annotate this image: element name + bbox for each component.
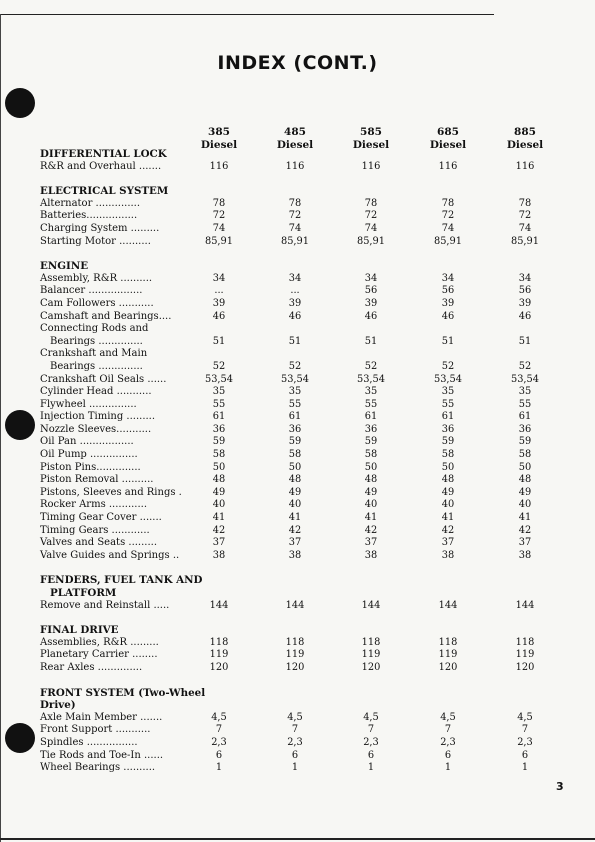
row-label: Valves and Seats .........: [40, 537, 157, 549]
row-label: Flywheel ...............: [40, 398, 137, 410]
page-ref-cell: 118: [285, 636, 305, 648]
index-row: [0, 361, 595, 374]
page-ref-cell: 59: [288, 436, 302, 448]
row-label: Bearings ..............: [50, 335, 143, 347]
page-ref-cell: 118: [361, 636, 381, 648]
row-label: Spindles ................: [40, 736, 138, 748]
page-ref-cell: 78: [518, 197, 532, 209]
index-row: [0, 411, 595, 424]
column-model: 385: [208, 126, 230, 138]
page-ref-cell: 119: [515, 649, 535, 661]
page-ref-cell: 52: [288, 360, 302, 372]
page-ref-cell: 78: [212, 197, 226, 209]
top-rule: [0, 14, 494, 15]
row-label: Pistons, Sleeves and Rings .: [40, 486, 182, 498]
page-ref-cell: 6: [367, 749, 375, 761]
page-ref-cell: 49: [288, 486, 302, 498]
page-ref-cell: 37: [288, 537, 302, 549]
index-row: [0, 285, 595, 298]
page-ref-cell: 42: [364, 524, 378, 536]
index-row: [0, 724, 595, 737]
page-ref-cell: 40: [441, 499, 455, 511]
row-label: Batteries................: [40, 210, 138, 222]
page-ref-cell: 74: [212, 222, 226, 234]
page-ref-cell: 1: [521, 762, 529, 774]
page-ref-cell: 51: [288, 335, 302, 347]
page-ref-cell: 2,3: [517, 736, 533, 748]
index-row: [0, 223, 595, 236]
page-ref-cell: 72: [518, 210, 532, 222]
page-ref-cell: 49: [364, 486, 378, 498]
page-ref-cell: 58: [288, 449, 302, 461]
page-ref-cell: 37: [364, 537, 378, 549]
page-ref-cell: 119: [209, 649, 229, 661]
row-label: Alternator ..............: [40, 197, 141, 209]
index-row: [0, 550, 595, 563]
page-ref-cell: 59: [364, 436, 378, 448]
page-ref-cell: 40: [364, 499, 378, 511]
page-ref-cell: ...: [214, 285, 224, 297]
page-ref-cell: 6: [291, 749, 299, 761]
page-ref-cell: 4,5: [517, 711, 533, 723]
page-ref-cell: 61: [288, 411, 302, 423]
page-ref-cell: 7: [215, 724, 223, 736]
page-ref-cell: 41: [518, 512, 532, 524]
page-ref-cell: 39: [364, 297, 378, 309]
page-ref-cell: 51: [441, 335, 455, 347]
page-ref-cell: 34: [212, 272, 226, 284]
section-heading: [0, 587, 595, 600]
page-ref-cell: 116: [361, 160, 381, 172]
page-ref-cell: 48: [518, 474, 532, 486]
spacer: [0, 562, 595, 574]
spacer: [0, 173, 595, 185]
page-ref-cell: 50: [441, 461, 455, 473]
index-row: [0, 336, 595, 349]
row-label: Piston Pins..............: [40, 461, 141, 473]
row-label: Rocker Arms ............: [40, 499, 148, 511]
index-row: [0, 474, 595, 487]
page-ref-cell: 119: [285, 649, 305, 661]
page-ref-cell: 1: [291, 762, 299, 774]
row-label: Starting Motor ..........: [40, 235, 151, 247]
index-row: [0, 298, 595, 311]
page-ref-cell: 85,91: [204, 235, 234, 247]
page-ref-cell: 1: [215, 762, 223, 774]
index-row: [0, 311, 595, 324]
page-ref-cell: 59: [212, 436, 226, 448]
page-ref-cell: 4,5: [211, 711, 227, 723]
page-ref-cell: 46: [441, 310, 455, 322]
spacer: [0, 612, 595, 624]
page-ref-cell: 35: [518, 386, 532, 398]
page-ref-cell: 58: [364, 449, 378, 461]
page-ref-cell: 38: [441, 549, 455, 561]
page-ref-cell: 72: [288, 210, 302, 222]
page-ref-cell: 35: [364, 386, 378, 398]
section-label: Drive): [40, 699, 76, 712]
index-row: [0, 600, 595, 613]
page-ref-cell: 34: [364, 272, 378, 284]
row-label: Cam Followers ...........: [40, 297, 154, 309]
page-ref-cell: 7: [521, 724, 529, 736]
bottom-rule: [0, 838, 595, 840]
page-ref-cell: 55: [212, 398, 226, 410]
page-ref-cell: 61: [212, 411, 226, 423]
page-ref-cell: 39: [518, 297, 532, 309]
page-ref-cell: 144: [515, 599, 535, 611]
row-label: Crankshaft Oil Seals ......: [40, 373, 167, 385]
page-ref-cell: 35: [212, 386, 226, 398]
row-label: Oil Pump ...............: [40, 449, 138, 461]
page-ref-cell: 4,5: [287, 711, 303, 723]
row-label: Assembly, R&R ..........: [40, 272, 153, 284]
row-label: Timing Gears ............: [40, 524, 150, 536]
index-row: [0, 762, 595, 775]
section-heading: [0, 699, 595, 712]
page-ref-cell: 120: [515, 661, 535, 673]
index-row: [0, 374, 595, 387]
page-ref-cell: 78: [288, 197, 302, 209]
section-heading: [0, 687, 595, 700]
page-ref-cell: 40: [518, 499, 532, 511]
page-ref-cell: 52: [518, 360, 532, 372]
page-ref-cell: 58: [441, 449, 455, 461]
page-ref-cell: 4,5: [363, 711, 379, 723]
column-model: 885: [514, 126, 536, 138]
column-model: 685: [437, 126, 459, 138]
page-ref-cell: 51: [364, 335, 378, 347]
page-ref-cell: 56: [364, 285, 378, 297]
page-ref-cell: 2,3: [363, 736, 379, 748]
index-row: [0, 273, 595, 286]
page-ref-cell: 74: [364, 222, 378, 234]
page-ref-cell: 116: [515, 160, 535, 172]
page-ref-cell: 48: [212, 474, 226, 486]
page-ref-cell: 61: [441, 411, 455, 423]
page-ref-cell: 85,91: [510, 235, 540, 247]
row-label: Assemblies, R&R .........: [40, 636, 159, 648]
page-ref-cell: 36: [441, 423, 455, 435]
page-ref-cell: 46: [212, 310, 226, 322]
page-ref-cell: 55: [288, 398, 302, 410]
column-model: 485: [284, 126, 306, 138]
index-row: [0, 424, 595, 437]
section-label: PLATFORM: [50, 587, 117, 599]
page-ref-cell: 120: [209, 661, 229, 673]
index-row: [0, 487, 595, 500]
index-row: [0, 348, 595, 361]
page-ref-cell: 38: [288, 549, 302, 561]
page-ref-cell: 7: [367, 724, 375, 736]
page-ref-cell: 38: [364, 549, 378, 561]
page-ref-cell: 41: [364, 512, 378, 524]
row-label: Charging System .........: [40, 222, 160, 234]
column-type: Diesel: [200, 139, 238, 151]
index-row: [0, 662, 595, 675]
section-heading: [0, 624, 595, 637]
page-ref-cell: 37: [212, 537, 226, 549]
row-label: Connecting Rods and: [40, 323, 149, 335]
page-ref-cell: 52: [364, 360, 378, 372]
page-ref-cell: 50: [518, 461, 532, 473]
index-row: [0, 161, 595, 174]
page-ref-cell: 2,3: [287, 736, 303, 748]
index-row: [0, 512, 595, 525]
page-ref-cell: 42: [288, 524, 302, 536]
page-ref-cell: 59: [518, 436, 532, 448]
page-ref-cell: 119: [361, 649, 381, 661]
page-ref-cell: 50: [212, 461, 226, 473]
column-model: 585: [360, 126, 382, 138]
page-ref-cell: 37: [518, 537, 532, 549]
section-heading: [0, 148, 595, 161]
index-row: [0, 386, 595, 399]
row-label: Tie Rods and Toe-In ......: [40, 749, 164, 761]
page-ref-cell: 61: [518, 411, 532, 423]
page-ref-cell: 36: [364, 423, 378, 435]
page-ref-cell: 41: [441, 512, 455, 524]
row-label: Piston Removal ..........: [40, 474, 154, 486]
page-ref-cell: 52: [212, 360, 226, 372]
row-label: Crankshaft and Main: [40, 348, 148, 360]
index-row: [0, 210, 595, 223]
row-label: Axle Main Member .......: [40, 711, 163, 723]
page-ref-cell: 53,54: [204, 373, 234, 385]
page-ref-cell: 7: [291, 724, 299, 736]
section-heading: [0, 185, 595, 198]
page-ref-cell: 56: [518, 285, 532, 297]
page-ref-cell: 144: [361, 599, 381, 611]
row-label: Camshaft and Bearings....: [40, 310, 172, 322]
column-type: Diesel: [506, 139, 544, 151]
page-ref-cell: 41: [212, 512, 226, 524]
index-row: [0, 236, 595, 249]
page-ref-cell: 38: [518, 549, 532, 561]
page-ref-cell: 116: [209, 160, 229, 172]
page-ref-cell: 50: [288, 461, 302, 473]
page-ref-cell: 41: [288, 512, 302, 524]
page-ref-cell: 46: [364, 310, 378, 322]
page-ref-cell: 74: [288, 222, 302, 234]
index-row: [0, 537, 595, 550]
index-table: [0, 148, 595, 775]
page-ref-cell: 35: [288, 386, 302, 398]
section-label: FRONT SYSTEM (Two-Wheel: [40, 686, 206, 699]
page-ref-cell: 85,91: [280, 235, 310, 247]
page-ref-cell: 42: [212, 524, 226, 536]
page-ref-cell: 36: [288, 423, 302, 435]
index-row: [0, 750, 595, 763]
page-ref-cell: 72: [441, 210, 455, 222]
index-row: [0, 436, 595, 449]
page-ref-cell: 118: [438, 636, 458, 648]
index-row: [0, 637, 595, 650]
page-ref-cell: 144: [209, 599, 229, 611]
index-row: [0, 449, 595, 462]
page-ref-cell: 49: [441, 486, 455, 498]
page-ref-cell: 4,5: [440, 711, 456, 723]
page-ref-cell: 144: [285, 599, 305, 611]
page-ref-cell: 59: [441, 436, 455, 448]
page-ref-cell: 39: [212, 297, 226, 309]
row-label: Remove and Reinstall .....: [40, 599, 170, 611]
page-ref-cell: 116: [285, 160, 305, 172]
index-row: [0, 649, 595, 662]
page-ref-cell: 36: [518, 423, 532, 435]
page-ref-cell: 6: [215, 749, 223, 761]
row-label: Rear Axles ..............: [40, 661, 143, 673]
index-row: [0, 525, 595, 538]
page-ref-cell: 78: [364, 197, 378, 209]
page-ref-cell: 46: [288, 310, 302, 322]
page-ref-cell: 34: [441, 272, 455, 284]
index-row: [0, 737, 595, 750]
page-ref-cell: 120: [361, 661, 381, 673]
row-label: Front Support ...........: [40, 724, 151, 736]
page-ref-cell: 118: [515, 636, 535, 648]
page-ref-cell: 1: [367, 762, 375, 774]
page-ref-cell: 36: [212, 423, 226, 435]
page-ref-cell: 38: [212, 549, 226, 561]
page-ref-cell: 35: [441, 386, 455, 398]
section-label: FINAL DRIVE: [40, 624, 119, 637]
page-ref-cell: 116: [438, 160, 458, 172]
section-label: FENDERS, FUEL TANK AND: [40, 574, 203, 587]
page-ref-cell: 42: [518, 524, 532, 536]
page-ref-cell: 40: [212, 499, 226, 511]
page-ref-cell: 61: [364, 411, 378, 423]
row-label: Bearings ..............: [50, 360, 143, 372]
index-row: [0, 712, 595, 725]
page-ref-cell: 118: [209, 636, 229, 648]
page-ref-cell: 85,91: [433, 235, 463, 247]
page-ref-cell: 85,91: [356, 235, 386, 247]
page-ref-cell: 1: [444, 762, 452, 774]
row-label: R&R and Overhaul .......: [40, 160, 162, 172]
page-ref-cell: 72: [364, 210, 378, 222]
section-heading: [0, 260, 595, 273]
page-ref-cell: 34: [518, 272, 532, 284]
index-row: [0, 198, 595, 211]
column-type: Diesel: [276, 139, 314, 151]
page-ref-cell: 144: [438, 599, 458, 611]
spacer: [0, 248, 595, 260]
page-ref-cell: 53,54: [433, 373, 463, 385]
index-row: [0, 399, 595, 412]
page-ref-cell: 37: [441, 537, 455, 549]
page-number: 3: [556, 780, 564, 793]
page-ref-cell: 53,54: [356, 373, 386, 385]
page-ref-cell: 120: [285, 661, 305, 673]
spacer: [0, 675, 595, 687]
page-ref-cell: 120: [438, 661, 458, 673]
page-ref-cell: 39: [288, 297, 302, 309]
page-ref-cell: 49: [212, 486, 226, 498]
section-label: DIFFERENTIAL LOCK: [40, 148, 167, 160]
index-row: [0, 499, 595, 512]
page-ref-cell: 48: [288, 474, 302, 486]
row-label: Cylinder Head ...........: [40, 386, 152, 398]
page-ref-cell: 119: [438, 649, 458, 661]
row-label: Timing Gear Cover .......: [40, 512, 162, 524]
index-row: [0, 462, 595, 475]
row-label: Wheel Bearings ..........: [40, 762, 156, 774]
page-ref-cell: 55: [364, 398, 378, 410]
page-ref-cell: 78: [441, 197, 455, 209]
section-label: ELECTRICAL SYSTEM: [40, 185, 169, 198]
page-ref-cell: 55: [518, 398, 532, 410]
page-ref-cell: 51: [518, 335, 532, 347]
page-ref-cell: ...: [290, 285, 300, 297]
page-ref-cell: 7: [444, 724, 452, 736]
row-label: Oil Pan .................: [40, 436, 134, 448]
page-ref-cell: 2,3: [440, 736, 456, 748]
page-ref-cell: 48: [441, 474, 455, 486]
page-ref-cell: 74: [518, 222, 532, 234]
section-label: ENGINE: [40, 260, 89, 273]
page-title: INDEX (CONT.): [217, 52, 378, 74]
page-ref-cell: 40: [288, 499, 302, 511]
page-ref-cell: 6: [444, 749, 452, 761]
page-ref-cell: 52: [441, 360, 455, 372]
page-ref-cell: 55: [441, 398, 455, 410]
page-ref-cell: 74: [441, 222, 455, 234]
row-label: Nozzle Sleeves...........: [40, 423, 152, 435]
section-heading: [0, 574, 595, 587]
page-ref-cell: 49: [518, 486, 532, 498]
page-ref-cell: 58: [518, 449, 532, 461]
page-ref-cell: 46: [518, 310, 532, 322]
page-ref-cell: 48: [364, 474, 378, 486]
page-ref-cell: 50: [364, 461, 378, 473]
binder-hole-icon: [5, 88, 35, 118]
page-ref-cell: 34: [288, 272, 302, 284]
page-ref-cell: 56: [441, 285, 455, 297]
page-ref-cell: 42: [441, 524, 455, 536]
page-ref-cell: 53,54: [280, 373, 310, 385]
page-ref-cell: 39: [441, 297, 455, 309]
column-type: Diesel: [429, 139, 467, 151]
page-ref-cell: 72: [212, 210, 226, 222]
row-label: Balancer .................: [40, 285, 143, 297]
page-ref-cell: 58: [212, 449, 226, 461]
page-ref-cell: 51: [212, 335, 226, 347]
page-ref-cell: 53,54: [510, 373, 540, 385]
column-type: Diesel: [352, 139, 390, 151]
page-ref-cell: 6: [521, 749, 529, 761]
row-label: Planetary Carrier ........: [40, 649, 158, 661]
page-ref-cell: 2,3: [211, 736, 227, 748]
row-label: Valve Guides and Springs ..: [40, 549, 180, 561]
row-label: Injection Timing .........: [40, 411, 156, 423]
index-row: [0, 323, 595, 336]
